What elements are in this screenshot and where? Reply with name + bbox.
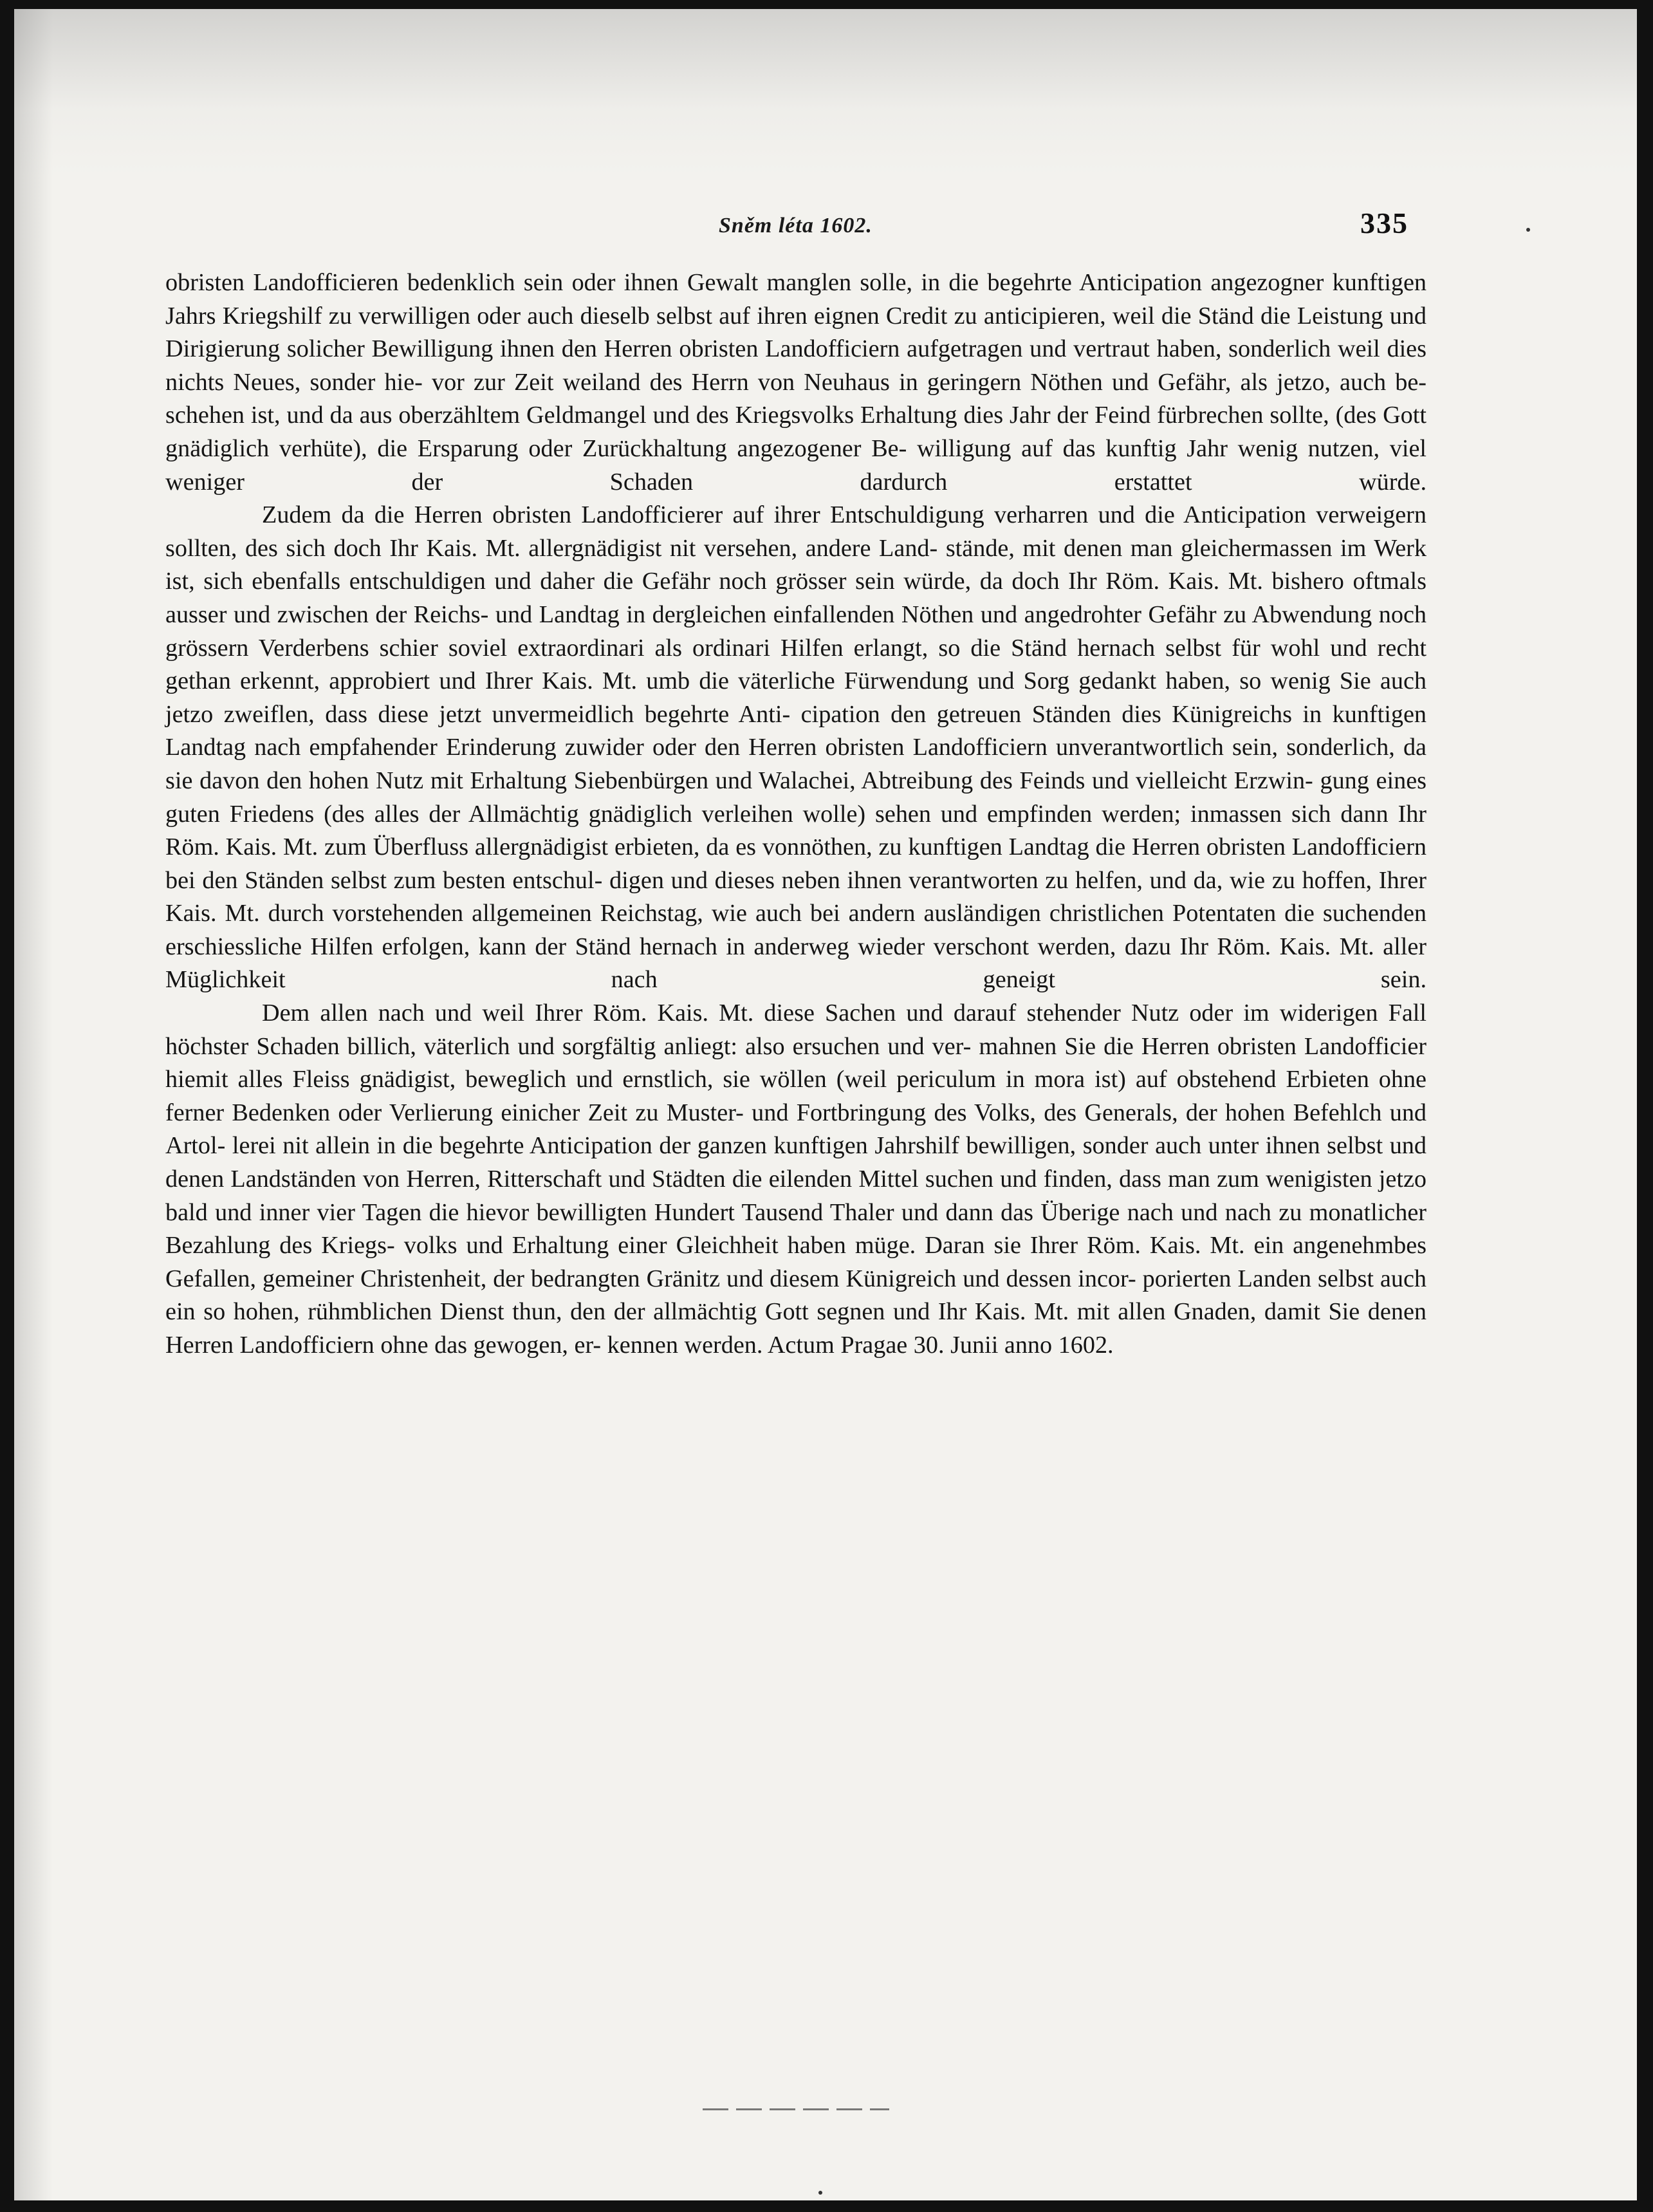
- text-line: unter ihnen selbst und denen Landständen von Herren, Ritterschaft und Städten die eilenden Mittel: [165, 1132, 1427, 1193]
- text-line: werden; inmassen sich dann Ihr Röm. Kais. Mt. zum Überfluss allergnädigist erbieten, da es vonnöthen,: [165, 800, 1427, 861]
- document-page: [14, 9, 1637, 2200]
- text-line: digen und dieses neben ihnen verantworten zu helfen, und da, wie zu hoffen, Ihrer Kais. Mt. durch: [165, 866, 1427, 927]
- text-line: Sorg gedankt haben, so wenig Sie auch jetzo zweiflen, dass diese jetzt unvermeidlich begehrte Anti-: [165, 667, 1427, 728]
- text-line: kennen werden. Actum Pragae 30. Junii anno 1602.: [607, 1332, 1114, 1359]
- text-line: im widerigen Fall höchster Schaden billich, väterlich und sorgfältig anliegt: also ersuchen und ver-: [165, 999, 1427, 1060]
- text-line: einicher Zeit zu Muster- und Fortbringung des Volks, des Generals, der hohen Befehlch und Artol-: [165, 1099, 1427, 1160]
- text-line: Hundert Tausend Thaler und dann das Überige nach und nach zu monatlicher Bezahlung des Kriegs-: [165, 1198, 1427, 1259]
- page-number: 335: [1360, 207, 1408, 239]
- body-text: [165, 266, 1427, 1362]
- scan-speck: [1526, 228, 1530, 232]
- text-line: vorstehenden allgemeinen Reichstag, wie auch bei andern ausländigen christlichen Potentaten die: [332, 900, 1315, 927]
- text-line: gung eines guten Friedens (des alles der Allmächtig gnädiglich verleihen wolle) sehen und empfinden: [165, 767, 1427, 828]
- text-line: Anticipation verweigern sollten, des sich doch Ihr Kais. Mt. allergnädigist nit versehen, andere Land-: [165, 501, 1427, 562]
- text-line: obristen Landofficiern aufgetragen und vertraut haben, sonderlich weil dies nichts Neues, sonder hie-: [165, 335, 1427, 396]
- running-title: Sněm léta 1602.: [719, 214, 873, 237]
- text-line: und Landtag in dergleichen einfallenden Nöthen und angedrohter Gefähr zu Abwendung noch grössern: [165, 600, 1427, 662]
- text-line: zuwider oder den Herren obristen Landofficiern unverantwortlich sein, sonderlich, da sie davon den: [165, 734, 1427, 794]
- text-line: suchen und finden, dass man zum wenigisten jetzo bald und inner vier Tagen die hievor bewilligten: [165, 1166, 1427, 1226]
- text-line: obristen Landofficieren bedenklich sein oder ihnen Gewalt manglen solle, in die begehrte Anticipation: [165, 269, 1202, 296]
- paragraph: [165, 266, 1427, 499]
- text-line: angezogner kunftigen Jahrs Kriegshilf zu verwilligen oder auch dieselb selbst auf ihren eignen Credit: [165, 269, 1427, 330]
- text-line: Verderbens schier soviel extraordinari als ordinari Hilfen erlangt, so die Ständ hernach selbst für: [258, 634, 1261, 662]
- text-line: werden, dazu Ihr Röm. Kais. Mt. aller Müglichkeit nach geneigt sein.: [165, 933, 1427, 994]
- text-line: porierten Landen selbst auch ein so hohen, rühmblichen Dienst thun, den der allmächtig Gott segnen: [165, 1265, 1427, 1326]
- paragraph: [165, 499, 1427, 997]
- text-line: zu kunftigen Landtag die Herren obristen Landofficiern bei den Ständen selbst zum besten entschul-: [165, 833, 1427, 894]
- text-line: suchenden erschiessliche Hilfen erfolgen, kann der Ständ hernach in anderweg wieder verschont: [165, 900, 1427, 960]
- text-line: lerei nit allein in die begehrte Anticipation der ganzen kunftigen Jahrshilf bewilligen, sonder auch: [232, 1132, 1202, 1160]
- text-line: Dem allen nach und weil Ihrer Röm. Kais. Mt. diese Sachen und darauf stehender Nutz oder: [262, 999, 1233, 1027]
- paragraph: [165, 997, 1427, 1362]
- text-line: schehen ist, und da aus oberzähltem Geldmangel und des Kriegsvolks Erhaltung dies Jahr der Feind: [165, 402, 1151, 429]
- text-line: Gefallen, gemeiner Christenheit, der bedrangten Gränitz und diesem Künigreich und dessen incor-: [165, 1265, 1136, 1292]
- text-line: fürbrechen sollte, (des Gott gnädiglich verhüte), die Ersparung oder Zurückhaltung angezogener Be-: [165, 402, 1427, 462]
- text-line: sie wöllen (weil periculum in mora ist) auf obstehend Erbieten ohne ferner Bedenken oder Verlierung: [165, 1066, 1427, 1126]
- text-line: cipation den getreuen Ständen dies Künigreichs in kunftigen Landtag nach empfahender Erinderung: [165, 700, 1427, 761]
- text-line: vor zur Zeit weiland des Herrn von Neuhaus in geringern Nöthen und Gefähr, als jetzo, auch be-: [431, 368, 1427, 396]
- text-line: hohen Nutz mit Erhaltung Siebenbürgen und Walachei, Abtreibung des Feinds und vielleicht Erzwin-: [308, 767, 1313, 794]
- text-line: mahnen Sie die Herren obristen Landofficier hiemit alles Fleiss gnädigist, beweglich und ernstlich,: [165, 1032, 1427, 1093]
- text-line: volks und Erhaltung einer Gleichheit haben müge. Daran sie Ihrer Röm. Kais. Mt. ein angenehmbes: [403, 1232, 1427, 1259]
- text-line: wohl und recht gethan erkennt, approbiert und Ihrer Kais. Mt. umb die väterliche Fürwendung und: [165, 634, 1427, 695]
- text-line: noch grösser sein würde, da doch Ihr Röm. Kais. Mt. bishero oftmals ausser und zwischen der Reichs-: [165, 568, 1427, 628]
- text-line: willigung auf das kunftig Jahr wenig nutzen, viel weniger der Schaden dardurch erstattet würde.: [165, 434, 1427, 496]
- text-line: und Ihr Kais. Mt. mit allen Gnaden, damit Sie denen Herren Landofficiern ohne das gewogen, er-: [165, 1298, 1427, 1359]
- text-line: stände, mit denen man gleichermassen im Werk ist, sich ebenfalls entschuldigen und daher die Gefähr: [165, 534, 1427, 595]
- text-line: zu anticipieren, weil die Ständ die Leistung und Dirigierung solicher Bewilligung ihnen den Herren: [165, 302, 1427, 363]
- scan-speck: [818, 2191, 822, 2195]
- closing-rule: [703, 2108, 889, 2110]
- text-line: Zudem da die Herren obristen Landofficierer auf ihrer Entschuldigung verharren und die: [262, 501, 1175, 529]
